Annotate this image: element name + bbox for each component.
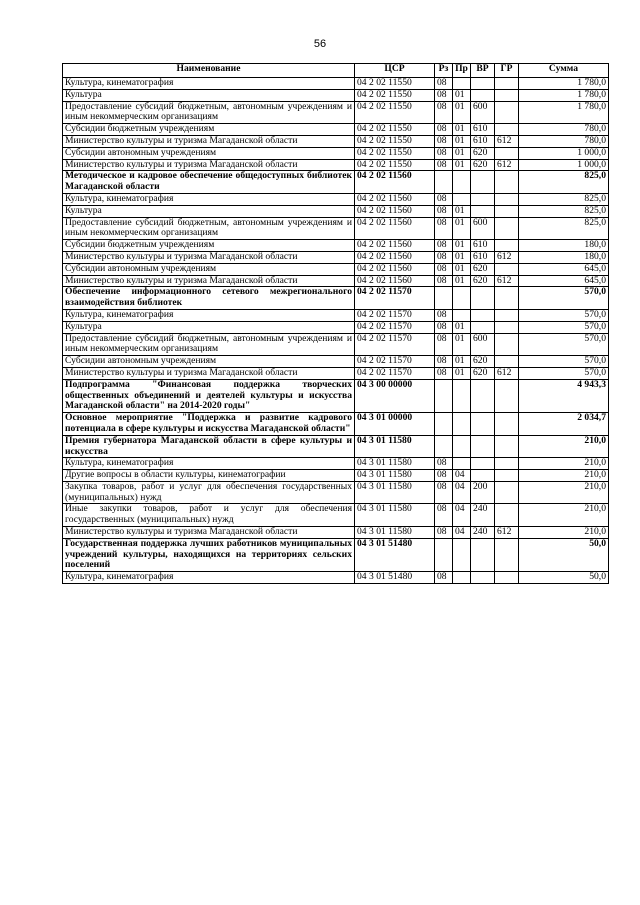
cell-csr: 04 3 01 11580 <box>355 435 435 458</box>
cell-name: Министерство культуры и туризма Магаданской области <box>63 159 355 171</box>
cell-vr: 610 <box>471 135 495 147</box>
cell-pr: 04 <box>453 481 471 504</box>
cell-name: Культура <box>63 205 355 217</box>
cell-sum: 50,0 <box>519 538 609 571</box>
cell-csr: 04 3 01 11580 <box>355 504 435 527</box>
cell-rz: 08 <box>435 217 453 240</box>
cell-name: Культура, кинематография <box>63 458 355 470</box>
cell-gr <box>495 287 519 310</box>
cell-vr <box>471 435 495 458</box>
cell-gr <box>495 171 519 194</box>
cell-csr: 04 2 02 11550 <box>355 101 435 124</box>
cell-csr: 04 3 01 00000 <box>355 413 435 436</box>
cell-csr: 04 3 01 11580 <box>355 470 435 482</box>
cell-rz: 08 <box>435 367 453 379</box>
cell-sum: 210,0 <box>519 470 609 482</box>
table-row <box>63 147 609 159</box>
cell-gr: 612 <box>495 367 519 379</box>
cell-csr: 04 2 02 11560 <box>355 193 435 205</box>
table-row <box>63 538 609 571</box>
cell-pr: 04 <box>453 470 471 482</box>
cell-csr: 04 3 01 51480 <box>355 538 435 571</box>
cell-rz: 08 <box>435 356 453 368</box>
cell-csr: 04 3 01 11580 <box>355 481 435 504</box>
cell-csr: 04 2 02 11550 <box>355 147 435 159</box>
cell-sum: 570,0 <box>519 309 609 321</box>
table-row <box>63 217 609 240</box>
cell-sum: 825,0 <box>519 205 609 217</box>
cell-gr <box>495 205 519 217</box>
cell-pr: 01 <box>453 275 471 287</box>
header-vr: ВР <box>471 64 495 78</box>
header-pr: Пр <box>453 64 471 78</box>
cell-vr: 620 <box>471 356 495 368</box>
cell-gr <box>495 538 519 571</box>
cell-pr <box>453 379 471 412</box>
cell-rz: 08 <box>435 470 453 482</box>
cell-vr <box>471 205 495 217</box>
cell-name: Культура <box>63 89 355 101</box>
cell-rz <box>435 379 453 412</box>
header-csr: ЦСР <box>355 64 435 78</box>
cell-name: Культура, кинематография <box>63 572 355 584</box>
table-row <box>63 159 609 171</box>
cell-name: Субсидии автономным учреждениям <box>63 147 355 159</box>
cell-name: Культура, кинематография <box>63 309 355 321</box>
cell-vr <box>471 413 495 436</box>
cell-csr: 04 2 02 11550 <box>355 159 435 171</box>
cell-vr <box>471 78 495 90</box>
cell-sum: 2 034,7 <box>519 413 609 436</box>
cell-gr <box>495 101 519 124</box>
table-row <box>63 89 609 101</box>
cell-vr: 240 <box>471 504 495 527</box>
cell-rz: 08 <box>435 193 453 205</box>
table-row <box>63 287 609 310</box>
cell-sum: 1 000,0 <box>519 147 609 159</box>
cell-name: Закупка товаров, работ и услуг для обеспечения государственных (муниципальных) нужд <box>63 481 355 504</box>
cell-name: Предоставление субсидий бюджетным, автономным учреждениям и иным некоммерческим организациям <box>63 333 355 356</box>
cell-sum: 570,0 <box>519 321 609 333</box>
cell-vr: 620 <box>471 263 495 275</box>
cell-gr <box>495 481 519 504</box>
cell-rz <box>435 435 453 458</box>
cell-rz: 08 <box>435 89 453 101</box>
cell-rz: 08 <box>435 263 453 275</box>
cell-name: Методическое и кадровое обеспечение общедоступных библиотек Магаданской области <box>63 171 355 194</box>
cell-gr <box>495 356 519 368</box>
table-row <box>63 309 609 321</box>
cell-vr: 600 <box>471 217 495 240</box>
cell-csr: 04 2 02 11570 <box>355 309 435 321</box>
cell-gr <box>495 470 519 482</box>
cell-sum: 780,0 <box>519 124 609 136</box>
cell-vr <box>471 458 495 470</box>
cell-rz: 08 <box>435 481 453 504</box>
cell-sum: 210,0 <box>519 504 609 527</box>
cell-pr <box>453 287 471 310</box>
cell-gr: 612 <box>495 251 519 263</box>
cell-gr: 612 <box>495 275 519 287</box>
table-row <box>63 413 609 436</box>
cell-name: Субсидии автономным учреждениям <box>63 356 355 368</box>
cell-rz: 08 <box>435 159 453 171</box>
cell-vr: 610 <box>471 124 495 136</box>
cell-rz: 08 <box>435 572 453 584</box>
cell-name: Подпрограмма "Финансовая поддержка творческих общественных объединений и деятелей культуры и искусства Магаданской области" на 2014-2020 годы" <box>63 379 355 412</box>
cell-csr: 04 3 01 11580 <box>355 458 435 470</box>
cell-gr <box>495 321 519 333</box>
cell-name: Иные закупки товаров, работ и услуг для обеспечения государственных (муниципальных) нужд <box>63 504 355 527</box>
cell-sum: 825,0 <box>519 217 609 240</box>
cell-sum: 210,0 <box>519 435 609 458</box>
header-sum: Сумма <box>519 64 609 78</box>
page-number: 56 <box>313 38 327 50</box>
cell-csr: 04 2 02 11550 <box>355 135 435 147</box>
cell-sum: 1 780,0 <box>519 101 609 124</box>
cell-sum: 780,0 <box>519 135 609 147</box>
cell-csr: 04 2 02 11560 <box>355 251 435 263</box>
cell-csr: 04 2 02 11560 <box>355 171 435 194</box>
cell-gr <box>495 240 519 252</box>
cell-name: Обеспечение информационного сетевого межрегионального взаимодействия библиотек <box>63 287 355 310</box>
cell-name: Министерство культуры и туризма Магаданской области <box>63 527 355 539</box>
cell-vr <box>471 321 495 333</box>
cell-vr: 600 <box>471 333 495 356</box>
cell-pr <box>453 78 471 90</box>
cell-sum: 50,0 <box>519 572 609 584</box>
table-row <box>63 205 609 217</box>
table-row <box>63 470 609 482</box>
table-row <box>63 356 609 368</box>
cell-vr: 240 <box>471 527 495 539</box>
table-row <box>63 367 609 379</box>
cell-vr: 200 <box>471 481 495 504</box>
cell-pr <box>453 171 471 194</box>
cell-sum: 645,0 <box>519 263 609 275</box>
cell-sum: 1 780,0 <box>519 89 609 101</box>
cell-csr: 04 2 02 11550 <box>355 89 435 101</box>
cell-pr <box>453 193 471 205</box>
cell-name: Министерство культуры и туризма Магаданской области <box>63 135 355 147</box>
table-row <box>63 435 609 458</box>
cell-csr: 04 2 02 11560 <box>355 263 435 275</box>
cell-sum: 570,0 <box>519 356 609 368</box>
cell-name: Культура, кинематография <box>63 193 355 205</box>
cell-pr: 01 <box>453 89 471 101</box>
cell-gr: 612 <box>495 135 519 147</box>
header-name: Наименование <box>63 64 355 78</box>
header-gr: ГР <box>495 64 519 78</box>
cell-sum: 210,0 <box>519 458 609 470</box>
cell-name: Основное мероприятие "Поддержка и развитие кадрового потенциала в сфере культуры и искусства Магаданской области" <box>63 413 355 436</box>
cell-gr <box>495 217 519 240</box>
cell-pr: 01 <box>453 159 471 171</box>
cell-vr: 610 <box>471 251 495 263</box>
cell-rz <box>435 287 453 310</box>
table-row <box>63 333 609 356</box>
cell-rz: 08 <box>435 321 453 333</box>
header-rz: Рз <box>435 64 453 78</box>
cell-csr: 04 2 02 11550 <box>355 124 435 136</box>
cell-pr: 01 <box>453 135 471 147</box>
cell-rz: 08 <box>435 504 453 527</box>
table-row <box>63 135 609 147</box>
table-row <box>63 101 609 124</box>
cell-vr <box>471 309 495 321</box>
cell-pr: 01 <box>453 367 471 379</box>
cell-name: Министерство культуры и туризма Магаданской области <box>63 275 355 287</box>
cell-rz: 08 <box>435 240 453 252</box>
cell-csr: 04 2 02 11570 <box>355 333 435 356</box>
cell-name: Государственная поддержка лучших работников муниципальных учреждений культуры, находящихся на территориях сельских поселений <box>63 538 355 571</box>
cell-pr: 01 <box>453 356 471 368</box>
cell-gr: 612 <box>495 527 519 539</box>
table-row <box>63 275 609 287</box>
cell-sum: 570,0 <box>519 367 609 379</box>
cell-pr <box>453 413 471 436</box>
cell-rz: 08 <box>435 275 453 287</box>
cell-vr: 600 <box>471 101 495 124</box>
cell-pr: 01 <box>453 240 471 252</box>
cell-pr: 01 <box>453 205 471 217</box>
table-row <box>63 240 609 252</box>
table-row <box>63 527 609 539</box>
cell-gr: 612 <box>495 159 519 171</box>
cell-rz: 08 <box>435 124 453 136</box>
cell-rz: 08 <box>435 251 453 263</box>
budget-table <box>62 63 609 584</box>
cell-gr <box>495 435 519 458</box>
cell-gr <box>495 263 519 275</box>
table-row <box>63 124 609 136</box>
table-body <box>63 78 609 584</box>
table-row <box>63 481 609 504</box>
cell-vr: 610 <box>471 240 495 252</box>
cell-vr <box>471 193 495 205</box>
cell-name: Премия губернатора Магаданской области в сфере культуры и искусства <box>63 435 355 458</box>
table-row <box>63 504 609 527</box>
cell-pr <box>453 572 471 584</box>
cell-pr <box>453 458 471 470</box>
cell-csr: 04 2 02 11560 <box>355 217 435 240</box>
cell-vr <box>471 538 495 571</box>
cell-sum: 180,0 <box>519 251 609 263</box>
table-row <box>63 251 609 263</box>
cell-pr: 01 <box>453 124 471 136</box>
cell-sum: 1 780,0 <box>519 78 609 90</box>
cell-vr <box>471 89 495 101</box>
cell-gr <box>495 124 519 136</box>
cell-sum: 825,0 <box>519 171 609 194</box>
cell-csr: 04 2 02 11560 <box>355 275 435 287</box>
table-row <box>63 572 609 584</box>
cell-csr: 04 2 02 11570 <box>355 356 435 368</box>
cell-vr <box>471 171 495 194</box>
cell-csr: 04 2 02 11560 <box>355 240 435 252</box>
cell-vr <box>471 470 495 482</box>
cell-pr <box>453 309 471 321</box>
cell-sum: 570,0 <box>519 333 609 356</box>
cell-rz: 08 <box>435 333 453 356</box>
cell-name: Культура <box>63 321 355 333</box>
cell-name: Субсидии бюджетным учреждениям <box>63 240 355 252</box>
cell-rz: 08 <box>435 527 453 539</box>
table-row <box>63 193 609 205</box>
cell-csr: 04 2 02 11550 <box>355 78 435 90</box>
cell-csr: 04 3 01 51480 <box>355 572 435 584</box>
cell-rz: 08 <box>435 309 453 321</box>
cell-vr: 620 <box>471 275 495 287</box>
cell-rz: 08 <box>435 78 453 90</box>
cell-gr <box>495 572 519 584</box>
cell-sum: 825,0 <box>519 193 609 205</box>
cell-sum: 180,0 <box>519 240 609 252</box>
cell-rz: 08 <box>435 147 453 159</box>
cell-name: Предоставление субсидий бюджетным, автономным учреждениям и иным некоммерческим организациям <box>63 217 355 240</box>
cell-sum: 570,0 <box>519 287 609 310</box>
table-row <box>63 78 609 90</box>
cell-name: Субсидии бюджетным учреждениям <box>63 124 355 136</box>
cell-pr: 01 <box>453 147 471 159</box>
cell-sum: 1 000,0 <box>519 159 609 171</box>
cell-sum: 210,0 <box>519 481 609 504</box>
cell-name: Предоставление субсидий бюджетным, автономным учреждениям и иным некоммерческим организациям <box>63 101 355 124</box>
cell-csr: 04 2 02 11570 <box>355 287 435 310</box>
cell-name: Министерство культуры и туризма Магаданской области <box>63 251 355 263</box>
cell-pr <box>453 435 471 458</box>
cell-gr <box>495 458 519 470</box>
cell-csr: 04 3 00 00000 <box>355 379 435 412</box>
cell-name: Культура, кинематография <box>63 78 355 90</box>
table-row <box>63 171 609 194</box>
table-row <box>63 458 609 470</box>
cell-rz: 08 <box>435 458 453 470</box>
cell-gr <box>495 309 519 321</box>
cell-pr: 04 <box>453 504 471 527</box>
cell-sum: 645,0 <box>519 275 609 287</box>
cell-pr: 01 <box>453 251 471 263</box>
cell-rz <box>435 413 453 436</box>
cell-pr <box>453 538 471 571</box>
cell-gr <box>495 333 519 356</box>
cell-rz <box>435 171 453 194</box>
cell-rz: 08 <box>435 135 453 147</box>
cell-csr: 04 3 01 11580 <box>355 527 435 539</box>
cell-csr: 04 2 02 11570 <box>355 321 435 333</box>
cell-name: Министерство культуры и туризма Магаданской области <box>63 367 355 379</box>
cell-vr <box>471 379 495 412</box>
table-header <box>63 64 609 78</box>
cell-gr <box>495 193 519 205</box>
cell-vr: 620 <box>471 367 495 379</box>
table-row <box>63 263 609 275</box>
cell-rz: 08 <box>435 205 453 217</box>
table-row <box>63 379 609 412</box>
cell-gr <box>495 78 519 90</box>
cell-sum: 210,0 <box>519 527 609 539</box>
cell-pr: 01 <box>453 263 471 275</box>
cell-csr: 04 2 02 11560 <box>355 205 435 217</box>
cell-pr: 01 <box>453 321 471 333</box>
cell-name: Субсидии автономным учреждениям <box>63 263 355 275</box>
cell-pr: 01 <box>453 333 471 356</box>
cell-pr: 01 <box>453 101 471 124</box>
cell-vr: 620 <box>471 147 495 159</box>
cell-vr <box>471 572 495 584</box>
cell-gr <box>495 147 519 159</box>
cell-gr <box>495 413 519 436</box>
cell-name: Другие вопросы в области культуры, кинематографии <box>63 470 355 482</box>
cell-gr <box>495 504 519 527</box>
cell-pr: 04 <box>453 527 471 539</box>
cell-sum: 4 943,3 <box>519 379 609 412</box>
cell-rz <box>435 538 453 571</box>
cell-vr: 620 <box>471 159 495 171</box>
cell-gr <box>495 379 519 412</box>
cell-gr <box>495 89 519 101</box>
cell-pr: 01 <box>453 217 471 240</box>
table-row <box>63 321 609 333</box>
cell-rz: 08 <box>435 101 453 124</box>
cell-vr <box>471 287 495 310</box>
cell-csr: 04 2 02 11570 <box>355 367 435 379</box>
